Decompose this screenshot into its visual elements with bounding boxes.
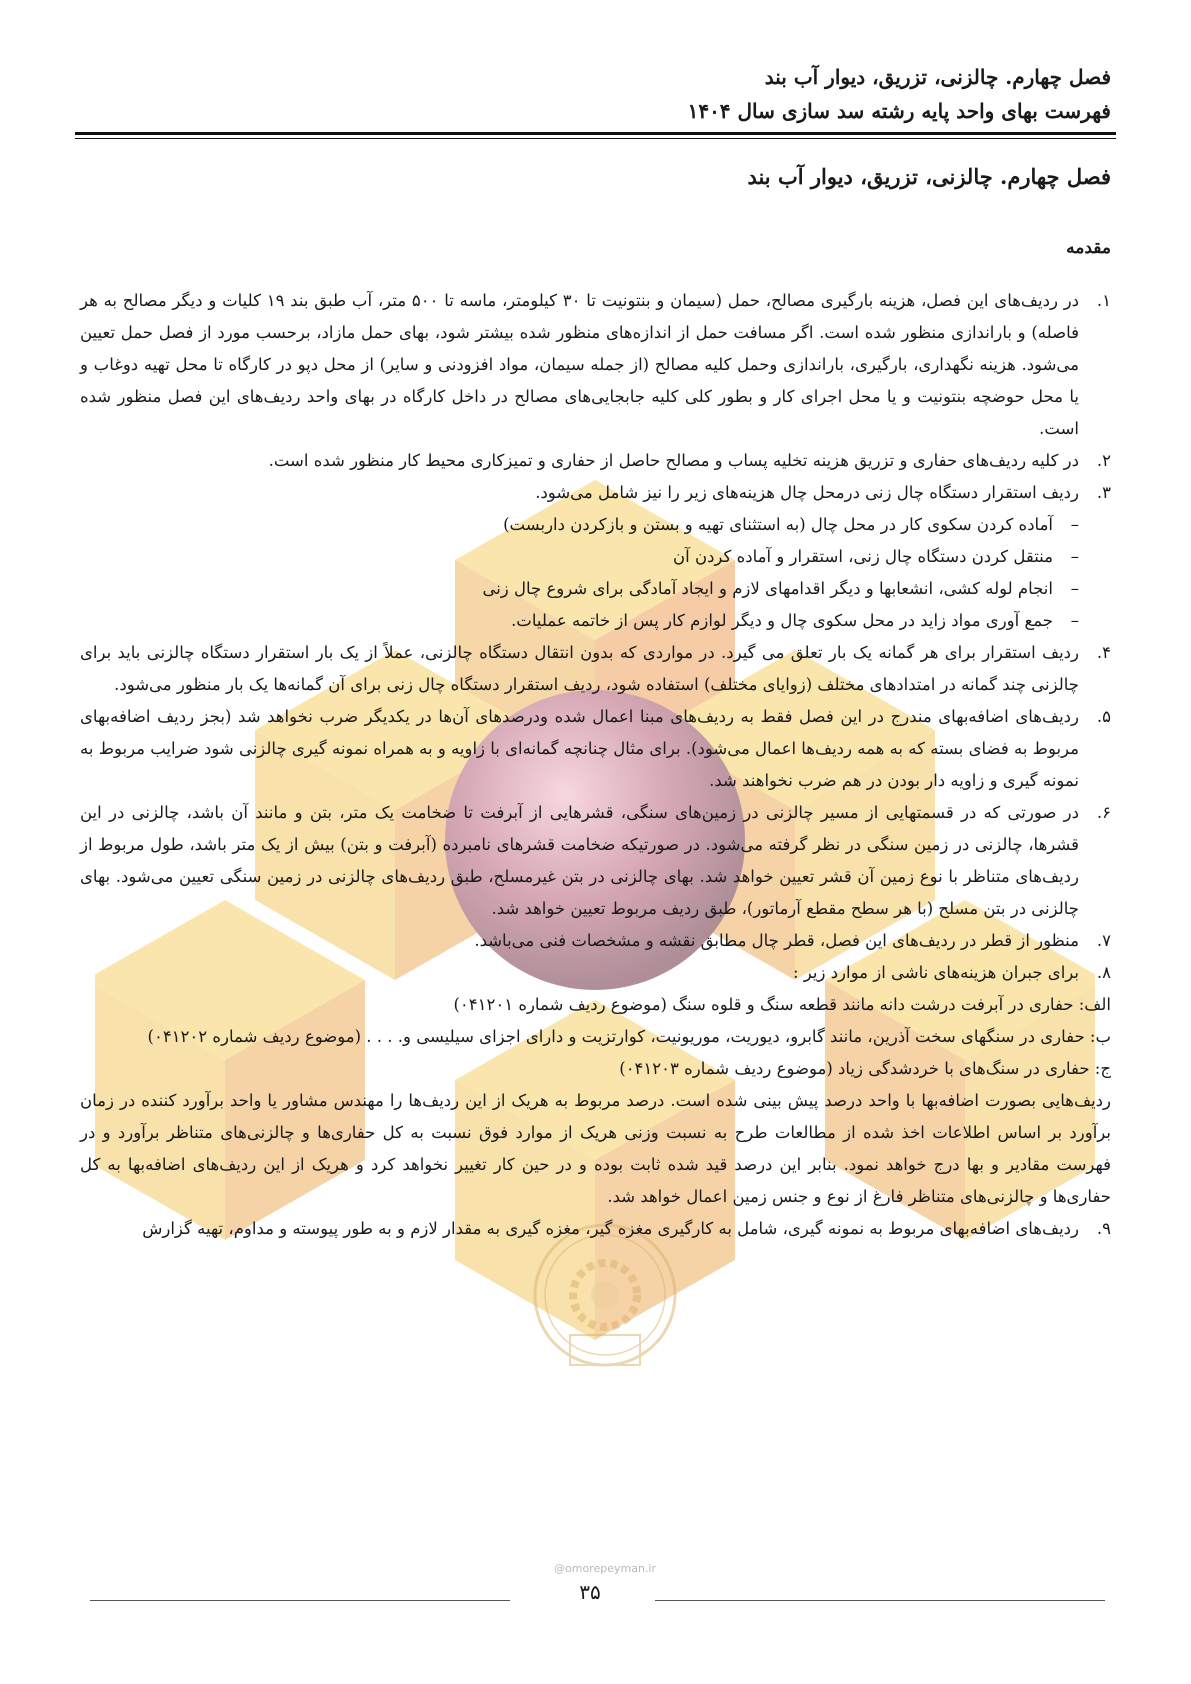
sub-list-item — [80, 605, 1111, 637]
dash-bullet: – — [1070, 515, 1079, 534]
item-text: ردیف استقرار برای هر گمانه یک بار تعلق می گیرد. در مواردی که بدون انتقال دستگاه چالزنی، عملاً از یک بار استقرار دستگاه چالزنی باید برای چالزنی چند گمانه در امتدادهای مختلف (زوایای مختلف) استفاده شود، ردیف استقرار دستگاه چال زنی برای آن گمانه‌ها یک بار منظور می‌شود. — [80, 643, 1079, 694]
item-text: منظور از قطر در ردیف‌های این فصل، قطر چال مطابق نقشه و مشخصات فنی می‌باشد. — [474, 931, 1079, 950]
item-text: ردیف‌های اضافه‌بهای مندرج در این فصل فقط به ردیف‌های مبنا اعمال شده ودرصدهای آن‌ها در یکدیگر ضرب نخواهد شد (بجز ردیف اضافه‌بهای مربوط به فضای بسته که به همه ردیف‌ها اعمال می‌شود). برای مثال چنانچه گمانه‌ای با زاویه و به همراه نمونه گیری چالزنی شود ضرایب مربوط به نمونه گیری و زاویه دار بودن در هم ضرب نخواهند شد. — [80, 707, 1079, 790]
list-item — [80, 957, 1111, 989]
sub-list-item — [80, 573, 1111, 605]
sub-paragraph: ب: حفاری در سنگهای سخت آذرین، مانند گابرو، دیوریت، موریونیت، کوارتزیت و دارای اجزای سیلیسی و. . . . (موضوع ردیف شماره ۰۴۱۲۰۲) — [147, 1027, 1111, 1046]
sub-item-text: جمع آوری مواد زاید در محل سکوی چال و دیگر لوازم کار پس از خاتمه عملیات. — [511, 611, 1053, 630]
list-item — [80, 637, 1111, 701]
paragraph: ردیف‌هایی بصورت اضافه‌بها با واحد درصد پیش بینی شده است. درصد مربوط به هریک از این ردیف‌ها را مهندس مشاور یا واحد برآورد کننده در زمان برآورد بر اساس اطلاعات اخذ شده از مطالعات طرح به نسبت وزنی هریک از موارد فوق نسبت به کل حفاری‌ها و چالزنی‌های متناظر برآورد و در فهرست مقادیر و بها درج خواهد نمود. بنابر این درصد قید شده ثابت بوده و در حین کار تغییر نخواهد کرد و هریک از این ردیف‌های اضافه‌بها به کل حفاری‌ها و چالزنی‌های متناظر فارغ از نوع و جنس زمین اعمال خواهد شد. — [80, 1091, 1111, 1206]
watermark-url: @omorepeyman.ir — [554, 1562, 656, 1575]
item-number: ۵. — [1096, 707, 1111, 726]
chapter-title: فصل چهارم. چالزنی، تزریق، دیوار آب بند — [747, 164, 1111, 189]
page-number: ۳۵ — [579, 1580, 601, 1604]
header-price-list: فهرست بهای واحد پایه رشته سد سازی سال ۱۴۰۴ — [687, 99, 1111, 123]
item-text: در صورتی که در قسمتهایی از مسیر چالزنی در زمین‌های سنگی، قشرهایی از آبرفت تا ضخامت یک متر، بتن و مانند آن باشد، چالزنی در این قشرها، چالزنی در زمین سنگی در نظر گرفته می‌شود. در صورتیکه ضخامت قشرهای نامبرده (آبرفت و بتن) بیش از یک متر باشد، طول مربوط از ردیف‌های متناظر با نوع زمین آن قشر تعیین خواهد شد. بهای چالزنی در بتن غیرمسلح، طبق ردیف‌های چالزنی در زمین سنگی تعیین می‌شود. بهای چالزنی در بتن مسلح (با هر سطح مقطع آرماتور)، طبق ردیف مربوط تعیین خواهد شد. — [80, 803, 1079, 918]
item-text: ردیف استقرار دستگاه چال زنی درمحل چال هزینه‌های زیر را نیز شامل می‌شود. — [535, 483, 1079, 502]
section-heading: مقدمه — [1066, 238, 1111, 258]
item-number: ۹. — [1096, 1219, 1111, 1238]
sub-paragraph: الف: حفاری در آبرفت درشت دانه مانند قطعه سنگ و قلوه سنگ (موضوع ردیف شماره ۰۴۱۲۰۱) — [453, 995, 1111, 1014]
list-item — [80, 701, 1111, 797]
item-text: در کلیه ردیف‌های حفاری و تزریق هزینه تخلیه پساب و مصالح حاصل از حفاری و تمیزکاری محیط کار منظور شده است. — [268, 451, 1079, 470]
running-header — [688, 60, 1111, 128]
item-number: ۶. — [1096, 803, 1111, 822]
item-number: ۲. — [1096, 451, 1111, 470]
item-text: برای جبران هزینه‌های ناشی از موارد زیر : — [793, 963, 1079, 982]
item-number: ۴. — [1096, 643, 1111, 662]
list-item — [80, 1213, 1111, 1245]
header-chapter: فصل چهارم. چالزنی، تزریق، دیوار آب بند — [764, 65, 1111, 89]
list-item — [80, 477, 1111, 509]
item-number: ۷. — [1096, 931, 1111, 950]
footer-rule-left — [90, 1600, 510, 1601]
sub-item-text: انجام لوله کشی، انشعابها و دیگر اقدامهای لازم و ایجاد آمادگی برای شروع چال زنی — [482, 579, 1053, 598]
list-item — [80, 445, 1111, 477]
sub-list-item — [80, 541, 1111, 573]
header-rule-thin — [75, 138, 1116, 139]
sub-item-text: آماده کردن سکوی کار در محل چال (به استثنای تهیه و بستن و بازکردن داربست) — [503, 515, 1053, 534]
item-number: ۳. — [1096, 483, 1111, 502]
header-rule-thick — [75, 132, 1116, 135]
list-item — [80, 285, 1111, 445]
dash-bullet: – — [1070, 547, 1079, 566]
sub-paragraph: ج: حفاری در سنگ‌های با خردشدگی زیاد (موضوع ردیف شماره ۰۴۱۲۰۳) — [619, 1059, 1111, 1078]
item-text: ردیف‌های اضافه‌بهای مربوط به نمونه گیری، شامل به کارگیری مغزه گیر، مغزه گیری به مقدار لازم و به طور پیوسته و مداوم، تهیه گزارش — [142, 1219, 1079, 1238]
list-item — [80, 797, 1111, 925]
dash-bullet: – — [1070, 611, 1079, 630]
item-number: ۱. — [1096, 291, 1111, 310]
item-number: ۸. — [1096, 963, 1111, 982]
document-body — [80, 285, 1111, 1245]
item-text: در ردیف‌های این فصل، هزینه بارگیری مصالح، حمل (سیمان و بنتونیت تا ۳۰ کیلومتر، ماسه تا ۵۰۰ متر، آب طبق بند ۱۹ کلیات و دیگر مصالح به هر فاصله) و باراندازی منظور شده است. اگر مسافت حمل از اندازه‌های منظور شده بیشتر شود، بهای حمل مازاد، برحسب مورد از فصل حمل تعیین می‌شود. هزینه نگهداری، بارگیری، باراندازی وحمل کلیه مصالح (از جمله سیمان، مواد افزودنی و سایر) از محل دپو در کارگاه تا محل تهیه دوغاب و یا محل حوضچه بنتونیت و یا محل اجرای کار و بطور کلی کلیه جابجایی‌های مصالح در داخل کارگاه در بهای واحد ردیف‌های این فصل منظور شده است. — [80, 291, 1080, 438]
sub-list-item — [80, 509, 1111, 541]
footer-rule-right — [655, 1600, 1105, 1601]
dash-bullet: – — [1070, 579, 1079, 598]
list-item — [80, 925, 1111, 957]
sub-item-text: منتقل کردن دستگاه چال زنی، استقرار و آماده کردن آن — [673, 547, 1053, 566]
